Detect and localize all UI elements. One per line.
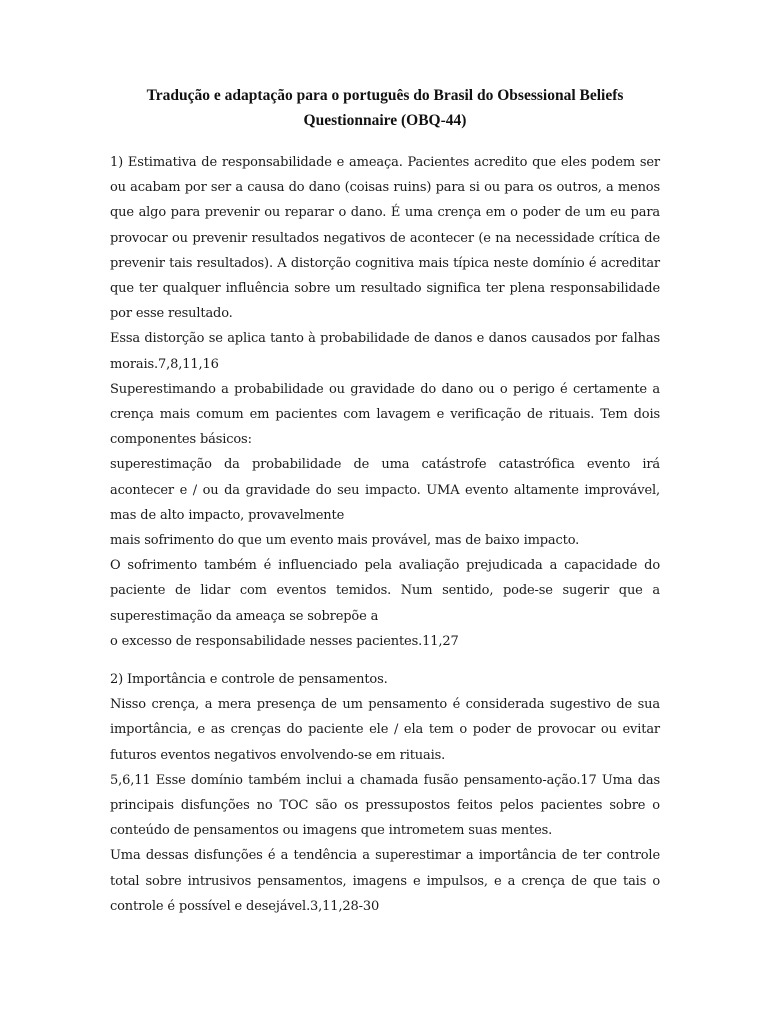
- paragraph: Essa distorção se aplica tanto à probabilidade de danos e danos causados por falhas morais.7,8,11,16: [110, 331, 660, 372]
- paragraph: O sofrimento também é influenciado pela avaliação prejudicada a capacidade do paciente de lidar com eventos temidos. Num sentido, pode-se sugerir que a superestimação da ameaça se sobrepõe a: [110, 558, 660, 624]
- document-title: [110, 83, 660, 133]
- paragraph: superestimação da probabilidade de uma catástrofe catastrófica evento irá acontecer e / ou da gravidade do seu impacto. UMA evento altamente improvável, mas de alto impacto, provavelmente: [110, 457, 660, 523]
- paragraph: Superestimando a probabilidade ou gravidade do dano ou o perigo é certamente a crença mais comum em pacientes com lavagem e verificação de rituais. Tem dois componentes básicos:: [110, 381, 660, 448]
- title-line-2: Questionnaire (OBQ-44): [303, 112, 467, 129]
- paragraph: Nisso crença, a mera presença de um pensamento é considerada sugestivo de sua importância, e as crenças do paciente ele / ela tem o poder de provocar ou evitar futuros eventos negativos envolvendo-se em rituais.: [110, 697, 660, 763]
- section-importance-control: [110, 667, 660, 919]
- title-line-1: Tradução e adaptação para o português do Brasil do Obsessional Beliefs: [146, 87, 624, 104]
- paragraph: 5,6,11 Esse domínio também inclui a chamada fusão pensamento-ação.17 Uma das principais disfunções no TOC são os pressupostos feitos pelos pacientes sobre o conteúdo de pensamentos ou imagens que intrometem suas mentes.: [110, 772, 660, 839]
- section-responsibility-threat: [110, 150, 660, 654]
- paragraph: Uma dessas disfunções é a tendência a superestimar a importância de ter controle total sobre intrusivos pensamentos, imagens e impulsos, e a crença de que tais o controle é possível e desejável.3,11,28-30: [110, 848, 660, 914]
- paragraph: o excesso de responsabilidade nesses pacientes.11,27: [110, 633, 459, 649]
- paragraph: mais sofrimento do que um evento mais provável, mas de baixo impacto.: [110, 533, 580, 549]
- paragraph: 1) Estimativa de responsabilidade e ameaça. Pacientes acredito que eles podem ser ou acabam por ser a causa do dano (coisas ruins) para si ou para os outros, a menos que algo para prevenir ou reparar o dano. É uma crença em o poder de um eu para provocar ou prevenir resultados negativos de acontecer (e na necessidade crítica de prevenir tais resultados). A distorção cognitiva mais típica neste domínio é acreditar que ter qualquer influência sobre um resultado significa ter plena responsabilidade por esse resultado.: [110, 155, 660, 322]
- section-heading: 2) Importância e controle de pensamentos.: [110, 672, 388, 688]
